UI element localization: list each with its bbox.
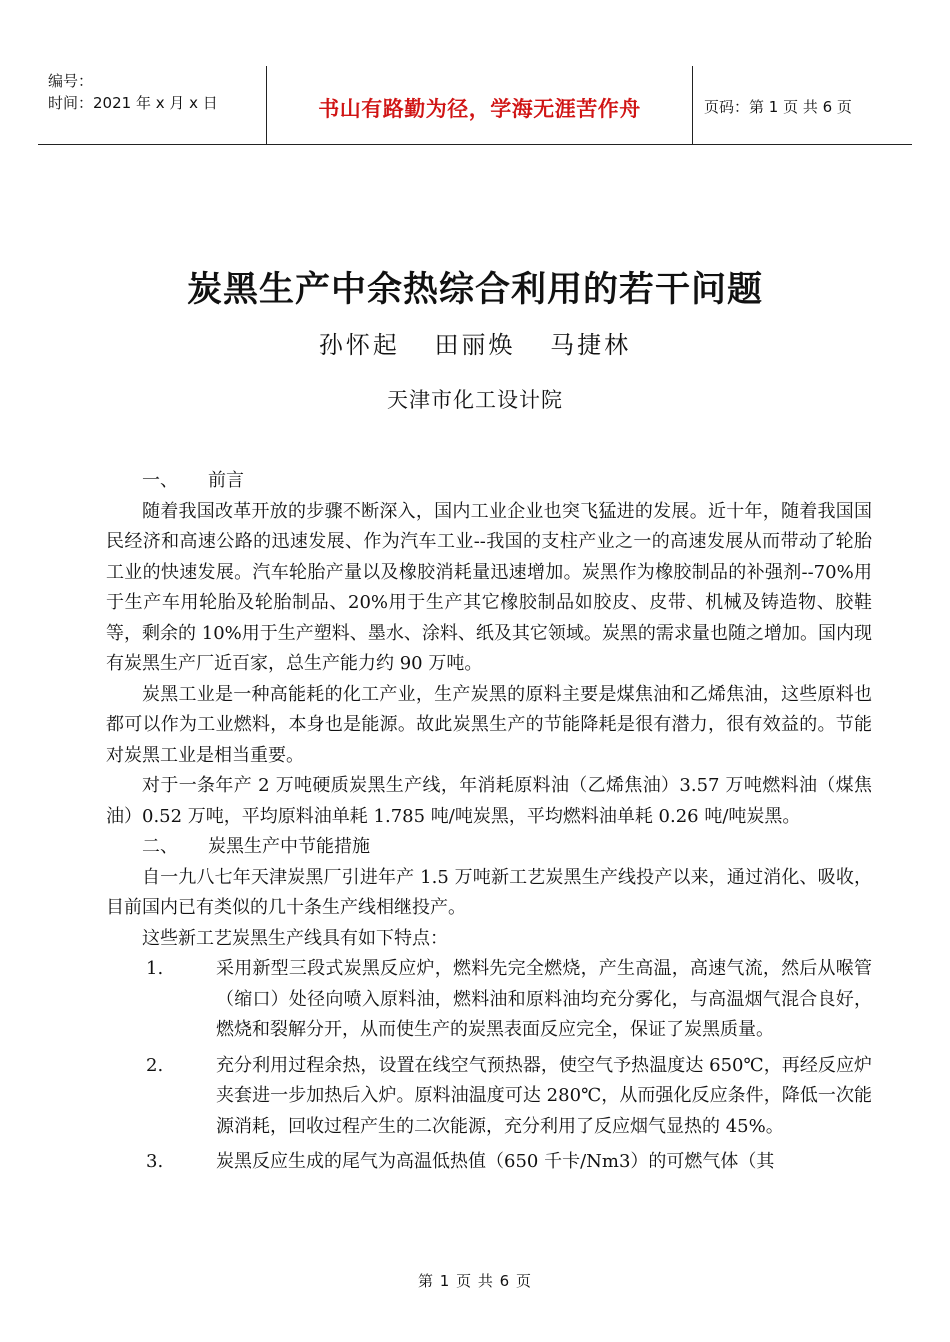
author-name: 孙怀起 xyxy=(318,331,400,359)
institution: 天津市化工设计院 xyxy=(387,388,563,412)
time-label: 时间：2021 年 x 月 x 日 xyxy=(48,94,218,112)
paragraph: 炭黑工业是一种高能耗的化工产业，生产炭黑的原料主要是煤焦油和乙烯焦油，这些原料也都可以作为工业燃料，本身也是能源。故此炭黑生产的节能降耗是很有潜力，很有效益的。节能对炭黑工业是相当重要。 xyxy=(106,683,872,766)
paragraph: 对于一条年产 2 万吨硬质炭黑生产线，年消耗原料油（乙烯焦油）3.57 万吨燃料油（煤焦油）0.52 万吨，平均原料油单耗 1.785 吨/吨炭黑，平均燃料油单耗 0.26 吨/吨炭黑。 xyxy=(106,775,872,827)
paragraph: 自一九八七年天津炭黑厂引进年产 1.5 万吨新工艺炭黑生产线投产以来，通过消化、吸收，目前国内已有类似的几十条生产线相继投产。 xyxy=(106,866,872,918)
section-heading xyxy=(106,466,872,497)
list-item-text: 炭黑反应生成的尾气为高温低热值（650 千卡/Nm3）的可燃气体（其 xyxy=(216,1151,775,1172)
paragraph: 这些新工艺炭黑生产线具有如下特点： xyxy=(142,927,448,949)
section-title: 前言 xyxy=(208,470,244,491)
header-divider xyxy=(692,66,693,144)
section-heading xyxy=(106,832,872,863)
section-number: 二、 xyxy=(142,836,178,857)
list-item-number: 2. xyxy=(146,1054,164,1076)
list-item xyxy=(106,1147,872,1178)
list-item xyxy=(106,954,872,1046)
author-list xyxy=(0,325,950,360)
header-motto: 书山有路勤为径，学海无涯苦作舟 xyxy=(318,97,641,121)
list-item-number: 3. xyxy=(146,1151,164,1172)
section-title: 炭黑生产中节能措施 xyxy=(208,836,370,857)
document-header xyxy=(38,66,912,145)
header-meta xyxy=(48,70,218,114)
author-name: 田丽焕 xyxy=(434,331,516,359)
header-page-info: 页码：第 1 页 共 6 页 xyxy=(704,98,852,116)
paragraph: 随着我国改革开放的步骤不断深入，国内工业企业也突飞猛进的发展。近十年，随着我国国民经济和高速公路的迅速发展、作为汽车工业--我国的支柱产业之一的高速发展从而带动了轮胎工业的快速发展。汽车轮胎产量以及橡胶消耗量迅速增加。炭黑作为橡胶制品的补强剂--70%用于生产车用轮胎及轮胎制品、20%用于生产其它橡胶制品如胶皮、皮带、机械及铸造物、胶鞋等，剩余的 10%用于生产塑料、墨水、涂料、纸及其它领域。炭黑的需求量也随之增加。国内现有炭黑生产厂近百家，总生产能力约 90 万吨。 xyxy=(106,500,872,674)
list-item-number: 1. xyxy=(146,958,164,979)
document-title: 炭黑生产中余热综合利用的若干问题 xyxy=(186,270,763,310)
section-number: 一、 xyxy=(142,470,178,491)
serial-label: 编号： xyxy=(48,72,94,90)
list-item xyxy=(106,1051,872,1143)
list-item-text: 采用新型三段式炭黑反应炉，燃料先完全燃烧，产生高温，高速气流，然后从喉管（缩口）处径向喷入原料油，燃料油和原料油均充分雾化，与高温烟气混合良好，燃烧和裂解分开，从而使生产的炭黑表面反应完全，保证了炭黑质量。 xyxy=(216,958,872,1040)
list-item-text: 充分利用过程余热，设置在线空气预热器，使空气予热温度达 650℃，再经反应炉夹套进一步加热后入炉。原料油温度可达 280℃，从而强化反应条件，降低一次能源消耗，回收过程产生的二次能源，充分利用了反应烟气显热的 45%。 xyxy=(216,1054,872,1137)
author-name: 马捷林 xyxy=(550,331,632,359)
document-body xyxy=(106,466,872,1178)
page-footer: 第 1 页 共 6 页 xyxy=(418,1272,532,1290)
